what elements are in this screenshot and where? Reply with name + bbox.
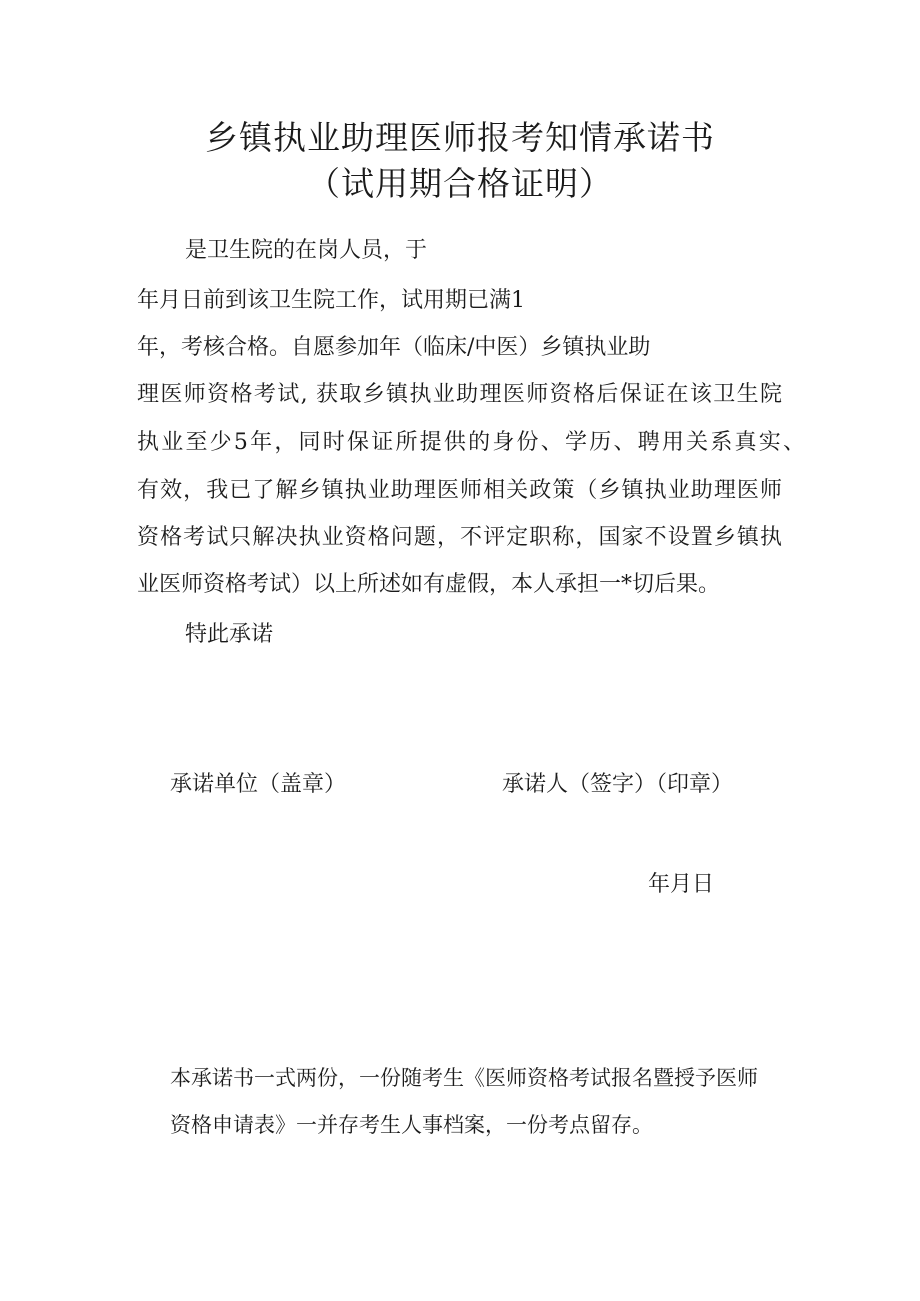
- body-line-5: 执业至少5年，同时保证所提供的身份、学历、聘用关系真实、: [137, 430, 805, 455]
- body-line-8: 业医师资格考试）以上所述如有虚假，本人承担一*切后果。: [137, 572, 721, 597]
- person-sign-label: 承诺人（签字）（印章）: [502, 772, 734, 797]
- date-label: 年月日: [648, 872, 715, 897]
- body-line-1: 是卫生院的在岗人员，于: [185, 238, 428, 263]
- footnote-line-2: 资格申请表》一并存考生人事档案，一份考点留存。: [170, 1113, 653, 1137]
- body-line-6: 有效，我已了解乡镇执业助理医师相关政策（乡镇执业助理医师: [137, 478, 782, 503]
- body-line-2: 年月日前到该卫生院工作，试用期已满1: [137, 288, 525, 313]
- unit-seal-label: 承诺单位（盖章）: [170, 772, 347, 797]
- document-subtitle: （试用期合格证明）: [307, 164, 613, 203]
- body-line-4: 理医师资格考试, 获取乡镇执业助理医师资格后保证在该卫生院: [137, 382, 782, 407]
- pledge-text: 特此承诺: [185, 622, 274, 647]
- document-title: 乡镇执业助理医师报考知情承诺书: [205, 118, 715, 157]
- footnote-line-1: 本承诺书一式两份，一份随考生《医师资格考试报名暨授予医师: [170, 1066, 758, 1090]
- body-line-7: 资格考试只解决执业资格问题，不评定职称，国家不设置乡镇执: [137, 525, 782, 550]
- body-line-3: 年，考核合格。自愿参加年（临床/中医）乡镇执业助: [137, 335, 651, 360]
